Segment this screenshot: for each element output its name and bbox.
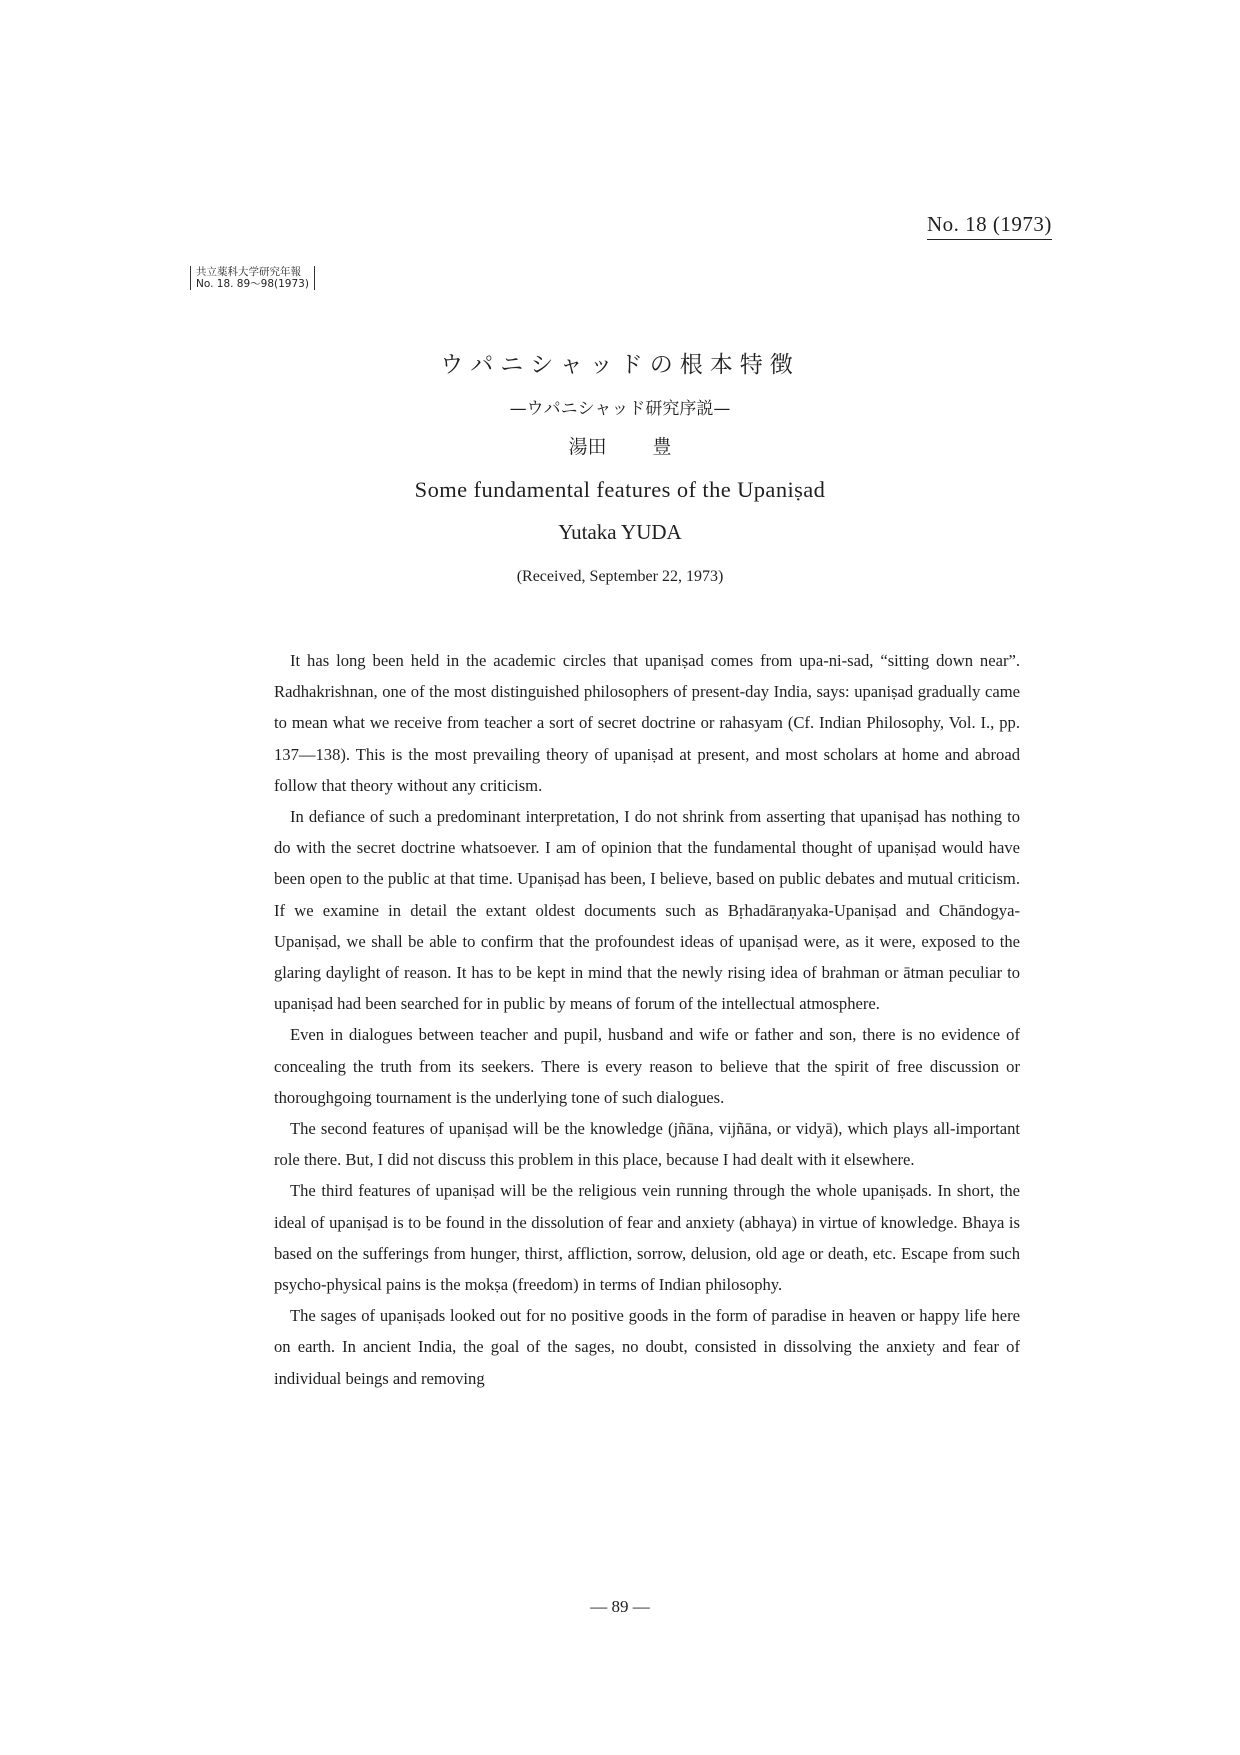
page-number: — 89 — <box>590 1597 650 1616</box>
article-body <box>274 645 1020 1394</box>
english-author: Yutaka YUDA <box>558 520 682 544</box>
english-title: Some fundamental features of the Upaniṣad <box>414 477 826 502</box>
issue-label: No. 18 (1973) <box>927 212 1052 240</box>
paragraph: In defiance of such a predominant interpretation, I do not shrink from asserting that upaniṣad has nothing to do with the secret doctrine whatsoever. I am of opinion that the fundamental thought of upaniṣad would have been open to the public at that time. Upaniṣad has been, I believe, based on public debates and mutual criticism. If we examine in detail the extant oldest documents such as Bṛhadāraṇyaka-Upaniṣad and Chāndogya-Upaniṣad, we shall be able to confirm that the profoundest ideas of upaniṣad were, as it were, exposed to the glaring daylight of reason. It has to be kept in mind that the newly rising idea of brahman or ātman peculiar to upaniṣad had been searched for in public by means of forum of the intellectual atmosphere. <box>274 807 1020 1014</box>
citation-reference: No. 18. 89〜98(1973) <box>196 278 309 290</box>
journal-citation <box>190 266 315 290</box>
paragraph: It has long been held in the academic circles that upaniṣad comes from upa-ni-sad, “sitting down near”. Radhakrishnan, one of the most distinguished philosophers of present-day India, says: upaniṣad gradually came to mean what we receive from teacher a sort of secret doctrine or rahasyam (Cf. Indian Philosophy, Vol. I., pp. 137—138). This is the most prevailing theory of upaniṣad at present, and most scholars at home and abroad follow that theory without any criticism. <box>274 651 1020 795</box>
received-date: (Received, September 22, 1973) <box>516 568 724 585</box>
paragraph: The second features of upaniṣad will be the knowledge (jñāna, vijñāna, or vidyā), which plays all-important role there. But, I did not discuss this problem in this place, because I had dealt with it elsewhere. <box>274 1119 1020 1170</box>
japanese-author: 湯田 豊 <box>568 436 672 458</box>
paragraph: Even in dialogues between teacher and pupil, husband and wife or father and son, there is no evidence of concealing the truth from its seekers. There is every reason to believe that the spirit of free discussion or thoroughgoing tournament is the underlying tone of such dialogues. <box>274 1025 1020 1107</box>
japanese-title: ウパニシャッドの根本特徴 <box>440 352 800 378</box>
citation-journal: 共立薬科大学研究年報 <box>196 266 301 278</box>
japanese-subtitle: —ウパニシャッド研究序説— <box>509 399 731 419</box>
paragraph: The sages of upaniṣads looked out for no positive goods in the form of paradise in heaven or happy life here on earth. In ancient India, the goal of the sages, no doubt, consisted in dissolving the anxiety and fear of individual beings and removing <box>274 1306 1020 1388</box>
paragraph: The third features of upaniṣad will be the religious vein running through the whole upaniṣads. In short, the ideal of upaniṣad is to be found in the dissolution of fear and anxiety (abhaya) in virtue of knowledge. Bhaya is based on the sufferings from hunger, thirst, affliction, sorrow, delusion, old age or death, etc. Escape from such psycho-physical pains is the mokṣa (freedom) in terms of Indian philosophy. <box>274 1181 1020 1295</box>
